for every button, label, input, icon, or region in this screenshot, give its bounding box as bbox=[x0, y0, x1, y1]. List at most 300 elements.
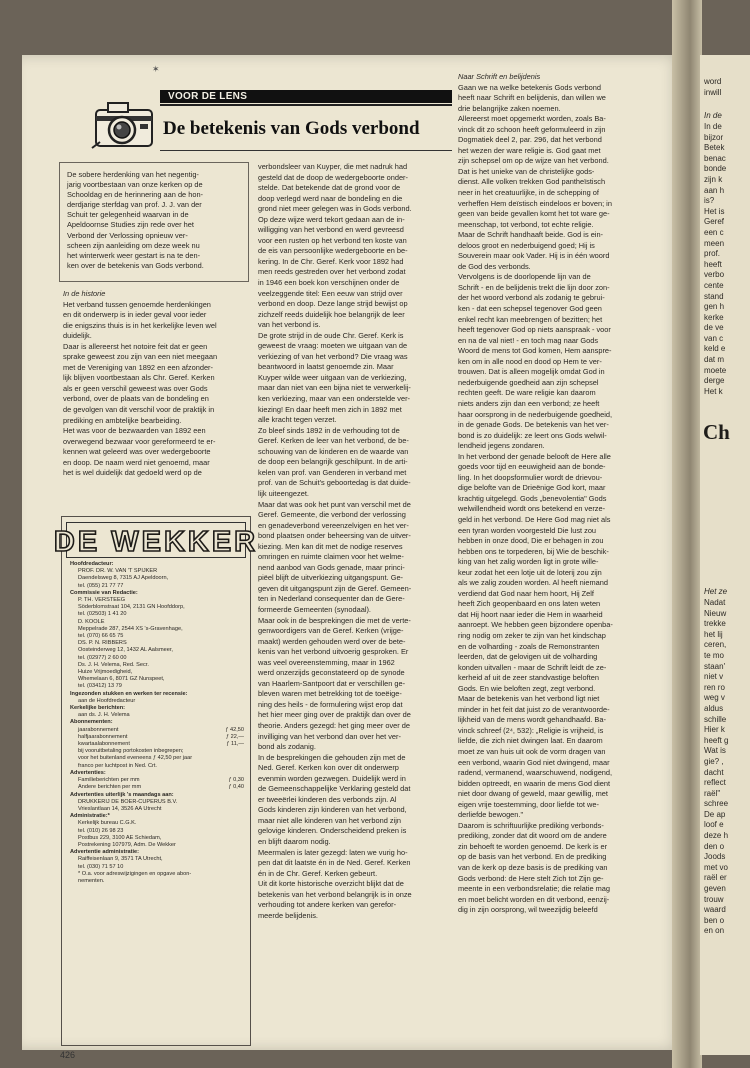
text-line: evenmin worden gezwegen. Duidelijk werd in bbox=[258, 773, 406, 783]
text-line: ken verkiezing, maar van een onderstelde ver- bbox=[258, 394, 410, 404]
text-line: overwegend bezwaar voor gereformeerd te er- bbox=[63, 436, 216, 446]
text-line: ning des heils - de formulering wijst erop dat bbox=[258, 699, 403, 709]
column-2 bbox=[258, 162, 451, 921]
text-line: geld in het verbond. De Here God mag niet als bbox=[458, 514, 611, 524]
price-row bbox=[70, 727, 244, 734]
text-line: niets anders zijn dan een verbond; ze heeft bbox=[458, 398, 600, 408]
text-line: Dogmatiek deel 2, par. 296, dat het verbond bbox=[458, 135, 602, 145]
price-row bbox=[70, 741, 244, 748]
text-line: In het verbond der genade belooft de Here alle bbox=[458, 451, 611, 461]
text-line: verhouding tot andere kerken van gerefor- bbox=[258, 900, 397, 910]
text-line: prediking, zonder dat dit woord om de andere bbox=[458, 831, 607, 841]
text-line: nend aanbod van Gods genade, maar princi- bbox=[258, 562, 405, 572]
fragment-line: De ap bbox=[704, 809, 726, 819]
text-line: Ned. Geref. Kerken kon over dit onderwerp bbox=[258, 763, 399, 773]
price-label: Andere berichten per mm bbox=[78, 784, 142, 791]
text-line: maar dan niet van een bijna niet te verwerkelij- bbox=[258, 383, 411, 393]
fragment-line: schree bbox=[704, 799, 729, 809]
fragment-line: den o bbox=[704, 841, 725, 851]
text-line: werd onzerzijds geconstateerd op de synode bbox=[258, 668, 405, 678]
text-line: aan de Hoofdredacteur bbox=[78, 697, 136, 704]
fragment-line: bonde bbox=[704, 164, 727, 174]
fragment-line: trekke bbox=[704, 619, 726, 629]
text-line: meenschap, tot verbond, tot echte religie. bbox=[458, 219, 594, 229]
text-line: hebben in onze dood, Die er behagen in zou bbox=[458, 536, 604, 546]
text-line: Uit dit korte historische overzicht blijkt dat de bbox=[258, 879, 404, 889]
fragment-line: stand bbox=[704, 291, 724, 301]
text-line: De sobere herdenking van het negentig- bbox=[67, 170, 199, 179]
fragment-line: verbo bbox=[704, 270, 725, 280]
text-line: een verbond, waarin God niet dwingend, maar bbox=[458, 757, 610, 767]
text-line: konden uitvallen - maar de Schrift leidt de ze- bbox=[458, 662, 607, 672]
price-label: Familieberichten per mm bbox=[78, 777, 140, 784]
text-line: verkiezing of van het verbond? Die vraag was bbox=[258, 351, 408, 361]
text-line: Advertenties uiterlijk 's maandags aan: bbox=[70, 791, 174, 798]
text-line: veelzeggende titel: Een eeuw van strijd over bbox=[258, 288, 403, 298]
text-line: tel. (02503) 1 41 20 bbox=[78, 611, 127, 618]
text-line: verbond, over de plaats van de bondeling en bbox=[63, 394, 209, 404]
text-line: Söderblomstraat 104, 2131 GN Hoofddorp, bbox=[78, 604, 185, 611]
right-fragment-middle bbox=[704, 122, 726, 397]
text-line: verdiend dat God naar hem hoort, Hij Zelf bbox=[458, 588, 594, 598]
text-line: Ds. J. H. Velema, Red. Secr. bbox=[78, 661, 149, 668]
fragment-line: gie? , bbox=[704, 756, 724, 766]
text-line: goeds voor tijd en eeuwigheid aan de bonde- bbox=[458, 462, 606, 472]
fragment-line: derge bbox=[704, 376, 725, 386]
text-line: ling. In het doopsformulier wordt de drievou- bbox=[458, 472, 603, 482]
text-line: het hier meer ging over de praktijk dan over de bbox=[258, 710, 411, 720]
text-line: voor het buitenland eveneens ƒ 42,50 per jaar bbox=[78, 755, 193, 762]
text-line: tel. (055) 21 77 77 bbox=[78, 582, 124, 589]
text-line: derdjarige sterfdag van prof. J. J. van der bbox=[67, 200, 202, 210]
title-rule bbox=[160, 150, 452, 151]
text-line: Administratie:* bbox=[70, 813, 110, 820]
text-line: vinck dit zo schoon heeft geformuleerd in zijn bbox=[458, 124, 606, 134]
text-line: lijk uiteengezet. bbox=[258, 488, 309, 498]
fragment-line: Betek bbox=[704, 143, 725, 153]
fragment-line: Het is bbox=[704, 206, 725, 216]
text-line: zin behoeft te worden genoemd. De kerk is er bbox=[458, 841, 608, 851]
text-line: en doop. De naam werd niet genoemd, maar bbox=[63, 457, 210, 467]
text-line: vinck schreef (2⁴, 532): „Religie is vrijheid, is bbox=[458, 725, 604, 735]
text-line: Abonnementen: bbox=[70, 719, 113, 726]
text-line: Raiffeisenlaan 9, 3571 TA Utrecht, bbox=[78, 856, 163, 863]
text-line: neer in het creatuurlijke, in de schepping of bbox=[458, 188, 599, 198]
right-fragment-heading: Ch bbox=[703, 420, 730, 444]
fragment-line: benac bbox=[704, 153, 726, 163]
text-line: geven dit uitgangspunt zijn de Geref. Gemeen- bbox=[258, 583, 412, 593]
text-line: Ingezonden stukken en werken ter recensie: bbox=[70, 690, 188, 697]
text-line: en de volharding - zoals de Remonstranten bbox=[458, 641, 600, 651]
fragment-line: aan h bbox=[704, 185, 725, 195]
page-number: 426 bbox=[60, 1050, 76, 1060]
text-line: voor een rusten op het verbond ten koste van bbox=[258, 235, 407, 245]
text-line: het wezen der ware religie is. God gaat met bbox=[458, 145, 601, 155]
text-line: Meermalen is later gezegd: laten we vurig ho- bbox=[258, 847, 408, 857]
text-line: zichzelf reeds duidelijk hoe belangrijk de leer bbox=[258, 309, 405, 319]
fragment-line: moete bbox=[704, 365, 727, 375]
fragment-line: deze h bbox=[704, 831, 729, 841]
text-line: betekenis van het verbond belangrijk is in onze bbox=[258, 889, 412, 899]
text-line: P. TH. VERSTEEG bbox=[78, 597, 126, 604]
text-line: In de besprekingen die gehouden zijn met de bbox=[258, 752, 406, 762]
fragment-line: reflect bbox=[704, 778, 726, 788]
price-row bbox=[70, 784, 244, 791]
price-label: jaarabonnement bbox=[78, 726, 119, 733]
text-line: krachtig uitgelegd. Gods „benevolentia" Gods bbox=[458, 493, 607, 503]
fragment-line: niet v bbox=[704, 672, 724, 682]
text-line: kiezing! En daar heeft men zich in 1892 met bbox=[258, 404, 402, 414]
text-line: doop verlegd werd naar de bondeling en die bbox=[258, 193, 403, 203]
text-line: enkel recht kan meebrengen of bezitten; het bbox=[458, 314, 603, 324]
text-line: invilliging van het verbond dan over het ver- bbox=[258, 731, 401, 741]
fragment-line: raël" bbox=[704, 788, 721, 798]
text-line: omringen en ruimte claimen voor het welme- bbox=[258, 552, 404, 562]
text-line: deloos groot en nederbuigend goed; Hij is bbox=[458, 240, 595, 250]
text-line: Postbus 229, 3100 AE Schiedam, bbox=[78, 834, 162, 841]
fragment-line: kerke bbox=[704, 312, 724, 322]
text-line: aan ds. J. H. Velema bbox=[78, 712, 130, 719]
text-line: maar niet alle kinderen van het verbond zijn bbox=[258, 815, 401, 825]
text-line: dienst. Alle volken trekken God pantheïstisch bbox=[458, 177, 606, 187]
camera-icon bbox=[88, 96, 160, 154]
fragment-line: loof e bbox=[704, 820, 724, 830]
text-line: kenis van het verbond uitvoerig gesproken. Er bbox=[258, 647, 409, 657]
text-line: maakt) werden gehouden werd over de bete- bbox=[258, 636, 406, 646]
text-line: keur zodat het een lotje uit de loterij zou zijn bbox=[458, 567, 602, 577]
text-line: moet ze van huis uit ook de vorm dragen van bbox=[458, 747, 606, 756]
text-line: geen van beide gevallen komt het tot ware ge- bbox=[458, 209, 610, 219]
text-line: nementen. bbox=[78, 877, 105, 884]
price-label: halfjaarabonnement bbox=[78, 733, 128, 740]
text-line: het winterwerk weer gestart is na te den- bbox=[67, 250, 201, 260]
fragment-line: Hier k bbox=[704, 725, 725, 735]
text-line: Oosteinderweg 12, 1432 AL Aalsmeer, bbox=[78, 647, 173, 654]
fragment-line: aldus bbox=[704, 703, 724, 713]
price-value: ƒ 0,40 bbox=[228, 784, 244, 791]
fragment-line: bijzor bbox=[704, 132, 724, 142]
intro-text bbox=[67, 170, 245, 271]
fragment-line: van c bbox=[704, 333, 724, 343]
fragment-line: een c bbox=[704, 227, 724, 237]
svg-text:DE WEKKER: DE WEKKER bbox=[53, 526, 259, 558]
fragment-line: raël er bbox=[704, 873, 727, 883]
article-title: De betekenis van Gods verbond bbox=[163, 118, 420, 139]
text-line: nederbuigende goedheid aan zijn schepsel bbox=[458, 377, 599, 387]
text-line: Maar de betekenis van het verbond ligt niet bbox=[458, 694, 600, 704]
fragment-line: ceren, bbox=[704, 640, 727, 650]
text-line: bij vooruitbetaling portokosten inbegrepen; bbox=[78, 748, 184, 755]
text-line: Advertenties: bbox=[70, 769, 106, 776]
text-line: duidelijk. bbox=[63, 331, 92, 341]
fragment-line: gen h bbox=[704, 302, 725, 312]
text-line: en moet belicht worden en dit verbond, eenzij- bbox=[458, 894, 610, 904]
fragment-line: ben o bbox=[704, 915, 725, 925]
text-line: Op deze wijze werd tekort gedaan aan de in- bbox=[258, 214, 405, 224]
text-line: tel. (030) 71 57 10 bbox=[78, 863, 124, 870]
page-gutter bbox=[672, 0, 702, 1068]
text-line: welwillendheid wordt ons betekend en verze- bbox=[458, 504, 606, 514]
column-1 bbox=[63, 289, 253, 479]
fragment-line: Wat is bbox=[704, 746, 726, 756]
text-line: met de Vereniging van 1892 en een afzonder- bbox=[63, 362, 213, 372]
text-line: Woord de mens tot God komen, Hem aanspre- bbox=[458, 346, 612, 356]
fragment-line: prof. bbox=[704, 249, 721, 259]
text-line: radend, vermanend, waarschuwend, nodigend, bbox=[458, 768, 613, 778]
text-line: Vrieslantlaan 14, 3526 AA Utrecht bbox=[78, 805, 162, 812]
text-line: minder in het feit dat juist zo de verantwoorde- bbox=[458, 704, 610, 714]
text-line: PROF. DR. W. VAN 'T SPIJKER bbox=[78, 568, 158, 575]
fragment-line: heeft bbox=[704, 259, 722, 269]
column-3 bbox=[458, 72, 665, 916]
text-line: er tweeërlei kinderen des verbonds zijn. Al bbox=[258, 794, 397, 804]
text-line: derliefde bewogen." bbox=[458, 810, 524, 820]
text-line: Daendelsweg 8, 7315 AJ Apeldoorn, bbox=[78, 575, 169, 582]
text-line: formeerde Gemeenten (synodaal). bbox=[258, 604, 371, 614]
text-line: Huize Vrijmoedigheid, bbox=[78, 669, 133, 676]
text-line: trouwen. Dat is alleen mogelijk omdat God in bbox=[458, 367, 605, 377]
text-line: Daar is allereerst het notoire feit dat er geen bbox=[63, 341, 208, 351]
fragment-line: weg v bbox=[704, 693, 725, 703]
text-line: leerden, dat de gelovigen uit de volharding bbox=[458, 652, 598, 662]
text-line: dige belofte van de Drieënige God kort, maar bbox=[458, 483, 606, 493]
text-line: prof. van de Schuit's geboortedag is dat duide- bbox=[258, 478, 411, 488]
text-line: en blijft daarom nodig. bbox=[258, 837, 331, 846]
text-line: Allereerst moet opgemerkt worden, zoals Ba- bbox=[458, 114, 606, 124]
text-line: liefde, die zich niet dwingen laat. En daarom bbox=[458, 736, 603, 746]
text-line: pen dat dit laatste én in de Ned. Geref. Kerken bbox=[258, 858, 411, 868]
text-line: verbondsleer van Kuyper, die met nadruk had bbox=[258, 162, 408, 171]
text-line: verheffen Hem deïstisch eindeloos er boven; in bbox=[458, 198, 612, 208]
text-line: Het was voor de bezwaarden van 1892 een bbox=[63, 426, 206, 436]
text-line: kering. In de Chr. Geref. Kerk voor 1892 had bbox=[258, 256, 404, 266]
text-line: Daarom is schriftuurlijke prediking verbonds- bbox=[458, 820, 604, 830]
text-line: Whemelaan 6, 8071 GZ Nunspeet, bbox=[78, 676, 165, 683]
text-line: Maar de Schrift handhaaft beide. God is ein- bbox=[458, 230, 604, 240]
text-line: van het verbond is. bbox=[258, 320, 321, 330]
text-line: en genadeverbond vereenzelvigen en het ver- bbox=[258, 520, 409, 530]
text-line: Gods verbond: de Here stelt Zich tot Zijn ge- bbox=[458, 873, 604, 883]
fragment-line: meen bbox=[704, 238, 725, 248]
price-row bbox=[70, 734, 244, 741]
fragment-line: zijn k bbox=[704, 174, 723, 184]
text-line: Hoofdredacteur: bbox=[70, 561, 114, 567]
text-line: der het woord verbond als zodanig te gebrui- bbox=[458, 293, 605, 303]
text-line: rechten geeft. De ware religie kan daarom bbox=[458, 388, 596, 398]
text-line: Maar ook in de besprekingen die met de verte- bbox=[258, 615, 411, 625]
text-line: piëel blijft de uitverkiezing uitgangspunt. Ge- bbox=[258, 573, 404, 583]
text-line: bleven waren met betrekking tot de toeëige- bbox=[258, 689, 402, 699]
fragment-line: In de bbox=[704, 122, 722, 131]
text-line: kiezing. Men kan dit met de nodige reserves bbox=[258, 541, 403, 551]
text-line: sprake geweest zou zijn van een niet meegaan bbox=[63, 352, 218, 362]
text-line: Geref. Gemeente, die verbond der verlossing bbox=[258, 510, 406, 520]
text-line: Souverein maar ook Vader. Hij is in één woord bbox=[458, 251, 610, 261]
text-line: op de basis van het verbond. En de prediking bbox=[458, 852, 607, 862]
text-line: tel. (070) 66 65 75 bbox=[78, 633, 124, 640]
text-line: genwoordigers van de Geref. Kerken (vrijge- bbox=[258, 626, 404, 636]
text-line: schouwing van de kinderen en de waarde van bbox=[258, 446, 409, 456]
text-line: stelde. Dat betekende dat de grond voor de bbox=[258, 183, 401, 193]
text-line: verbond en doop. Deze lange strijd bewijst op bbox=[258, 299, 408, 309]
text-line: de gevolgen van dit verschil voor de praktijk in bbox=[63, 405, 215, 415]
text-line: ken - dat een schepsel tegenover God geen bbox=[458, 304, 602, 314]
text-line: De grote strijd in de oude Chr. Geref. Kerk is bbox=[258, 330, 404, 340]
text-line: scheen zijn aanleiding om deze week nu bbox=[67, 240, 200, 250]
text-line: franco per luchtpost in Ned. Crt. bbox=[78, 762, 157, 769]
text-line: D. KOOLE bbox=[78, 618, 105, 625]
text-line: Kerkelijk bureau C.G.K. bbox=[78, 820, 137, 827]
fragment-line: schille bbox=[704, 714, 727, 724]
fragment-line: trouw bbox=[704, 894, 724, 904]
text-line: meerde belijdenis. bbox=[258, 910, 318, 920]
text-line: grond niet meer gelegen was in Gods verbond. bbox=[258, 204, 412, 214]
ornament-mark: ✶ bbox=[152, 64, 160, 74]
text-line: een tyran worden voorgesteld Die lust zou bbox=[458, 525, 597, 535]
fragment-line: het lij bbox=[704, 629, 723, 639]
text-line: Gods. En wie beloften zegt, zegt verbond. bbox=[458, 683, 596, 693]
price-value: ƒ 0,30 bbox=[228, 777, 244, 784]
text-line: aanroept. We hebben geen bijzondere openba- bbox=[458, 620, 613, 630]
text-line: Gods kinderen zijn kinderen van het verbond, bbox=[258, 805, 407, 815]
text-line: Schuit ter gelegenheid waarvan in de bbox=[67, 210, 189, 220]
price-value: ƒ 22,— bbox=[225, 733, 244, 740]
text-line: Gaan we na welke betekenis Gods verbond bbox=[458, 82, 601, 92]
text-line: bond als zodanig. bbox=[258, 742, 316, 752]
text-line: heeft naar Schrift en belijdenis, dan willen we bbox=[458, 93, 606, 103]
text-line: haar oorsprong in de nederbuigende goedheid, bbox=[458, 409, 613, 419]
text-line: dat Hij hoort naar ieder die Hem in waarheid bbox=[458, 609, 603, 619]
section-label: VOOR DE LENS bbox=[168, 91, 248, 102]
de-wekker-masthead bbox=[53, 522, 259, 558]
text-line: * O.a. voor adreswijzigingen en opgave abon- bbox=[78, 870, 192, 877]
text-line: king van het zalig worden ligt in grote wille- bbox=[458, 557, 599, 567]
header-rule bbox=[160, 104, 452, 106]
text-line: bond plaatsen onder beheersing van de uitver- bbox=[258, 531, 411, 541]
fragment-line: dat m bbox=[704, 355, 725, 365]
fragment-line: word bbox=[704, 77, 722, 86]
right-fragment-top bbox=[704, 77, 721, 98]
price-label: kwartaalabonnement bbox=[78, 741, 130, 748]
text-line: Schooldag en de herinnering aan de hon- bbox=[67, 190, 204, 200]
text-line: drie belangrijke zaken noemen. bbox=[458, 103, 561, 113]
text-line: en na de val niet! - en toch mag naar Gods bbox=[458, 335, 599, 345]
text-line: tel. (010) 26 98 23 bbox=[78, 827, 124, 834]
text-line: lijk blijven voortbestaan als Chr. Geref. Kerken bbox=[63, 373, 215, 383]
fragment-line: Joods bbox=[704, 852, 726, 862]
fragment-line: Nieuw bbox=[704, 608, 727, 618]
fragment-line: en on bbox=[704, 926, 725, 936]
text-line: heeft Zich geopenbaard en ons laten weten bbox=[458, 599, 601, 609]
text-line: als we zalig zouden worden. Al heeft niemand bbox=[458, 578, 608, 588]
text-line: Kerkelijke berichten: bbox=[70, 705, 126, 712]
text-line: bond is zo duidelijk: ze leert ons Gods welwil- bbox=[458, 430, 607, 440]
text-line: Zo bleef sinds 1892 in de verhouding tot de bbox=[258, 425, 400, 435]
text-line: Dat is het unieke van de christelijke gods- bbox=[458, 166, 595, 176]
text-line: gesteld dat de doop de wedergeboorte onder- bbox=[258, 172, 408, 182]
fragment-line: cente bbox=[704, 280, 724, 290]
fragment-line: waard bbox=[704, 905, 726, 915]
text-line: kerheid af uit de zeer standvastige beloften bbox=[458, 673, 599, 683]
text-line: tel. (02977) 2 60 00 bbox=[78, 654, 127, 661]
right-fragment-subheading-2: Het ze bbox=[704, 587, 728, 596]
text-line: bidden optreedt, en waarin de mens God dient bbox=[458, 778, 611, 788]
text-line: dig in zijn oorsprong, wil tweezijdig beleefd bbox=[458, 905, 598, 915]
text-line: en dit onderwerp is in ieder geval voor ieder bbox=[63, 310, 207, 320]
text-line: de doop een belangrijk geschilpunt. In de arti- bbox=[258, 457, 408, 467]
fragment-line: is? bbox=[704, 196, 715, 206]
text-line: meente in een verbondsrelatie; die relatie mag bbox=[458, 884, 611, 894]
text-line: DRUKKERIJ DE BOER-CUPERUS B.V. bbox=[78, 798, 178, 805]
price-value: ƒ 42,50 bbox=[225, 726, 244, 733]
right-fragment-subheading: In de bbox=[704, 111, 722, 120]
section-subheading: In de historie bbox=[63, 289, 106, 298]
fragment-line: inwill bbox=[704, 87, 722, 97]
text-line: beantwoord in laatst genoemde zin. Maar bbox=[258, 362, 394, 372]
text-line: alle kracht tegen verzet. bbox=[258, 415, 337, 425]
text-line: als er geen verschil geweest was over Gods bbox=[63, 383, 208, 393]
text-line: Het verband tussen genoemde herdenkingen bbox=[63, 299, 211, 309]
text-line: Apeldoornse Studies zijn rede over het bbox=[67, 220, 194, 230]
fragment-line: Nadat bbox=[704, 598, 726, 607]
text-line: de eis van persoonlijke wedergeboorte en be- bbox=[258, 246, 408, 256]
text-line: ten in Nederland consequenter dan de Gere- bbox=[258, 594, 405, 604]
fragment-line: met vo bbox=[704, 862, 729, 872]
fragment-line: Het k bbox=[704, 386, 723, 396]
text-line: in 1946 een boek kon verschijnen onder de bbox=[258, 278, 400, 288]
text-line: ken om in alle nood en dood op Hem te ver- bbox=[458, 356, 602, 366]
text-line: heeft tegenover God op niets aanspraak - voor bbox=[458, 325, 611, 335]
text-line: in de genade Gods. De betekenis van het ver- bbox=[458, 420, 609, 430]
text-line: willigging van het verbond en werd gevreesd bbox=[258, 225, 404, 235]
fragment-line: heeft g bbox=[704, 735, 729, 745]
text-line: de Gemeenschappelijke Verklaring gesteld dat bbox=[258, 784, 411, 794]
text-line: hebben ons te torpederen, bij Wie de beschik- bbox=[458, 546, 609, 556]
text-line: het is wel duidelijk dat gedoeld werd op de bbox=[63, 468, 202, 478]
text-line: lendheid jegens zondaren. bbox=[458, 441, 545, 451]
fragment-line: staan' bbox=[704, 661, 726, 671]
text-line: geweest de vraag: moeten we uitgaan van de bbox=[258, 341, 408, 351]
fragment-line: keld e bbox=[704, 344, 726, 354]
fragment-line: te mo bbox=[704, 650, 725, 660]
text-line: niet door dwang of geweld, maar gewillig, met bbox=[458, 789, 608, 799]
text-line: Vervolgens is de doorlopende lijn van de bbox=[458, 272, 591, 282]
text-line: jarig voortbestaan van onze kerken op de bbox=[67, 180, 203, 190]
text-line: Maar dat was ook het punt van verschil met de bbox=[258, 499, 411, 509]
text-line: van de kerk op deze basis is de prediking van bbox=[458, 863, 608, 873]
text-line: kennen wat geleerd was over wedergeboorte bbox=[63, 447, 211, 457]
text-line: Postrekening 107979, Adm. De Wekker bbox=[78, 841, 176, 848]
text-line: zijn schepsel om op de wijze van het verbond. bbox=[458, 156, 609, 166]
colophon-text bbox=[70, 561, 244, 885]
text-line: ring nodig om zeker te zijn van het kindschap bbox=[458, 630, 606, 640]
section-subheading: Naar Schrift en belijdenis bbox=[458, 72, 541, 81]
fragment-line: ren ro bbox=[704, 682, 725, 692]
fragment-line: Geref bbox=[704, 217, 725, 227]
text-line: van Haarlem-Santpoort dat er verschillen ge- bbox=[258, 678, 406, 688]
text-line: gelovige kinderen. Onderscheidend preken is bbox=[258, 826, 407, 836]
text-line: Advertentie administratie: bbox=[70, 849, 140, 856]
text-line: DS. P. N. RIBBERS bbox=[78, 640, 127, 647]
fragment-line: de ve bbox=[704, 323, 724, 333]
text-line: ken over de betekenis van Gods verbond. bbox=[67, 260, 204, 270]
text-line: Meppelrade 287, 2544 XS 's-Gravenhage, bbox=[78, 625, 183, 632]
price-value: ƒ 11,— bbox=[226, 741, 244, 748]
text-line: eigen vrije toestemming, door liefde tot we- bbox=[458, 799, 599, 809]
text-line: Kuyper wilde weer uitgaan van de verkiezing, bbox=[258, 372, 407, 382]
text-line: kelen van prof. van Genderen in verband met bbox=[258, 467, 407, 477]
text-line: theorie. Anders gezegd: het ging meer over de bbox=[258, 720, 411, 730]
